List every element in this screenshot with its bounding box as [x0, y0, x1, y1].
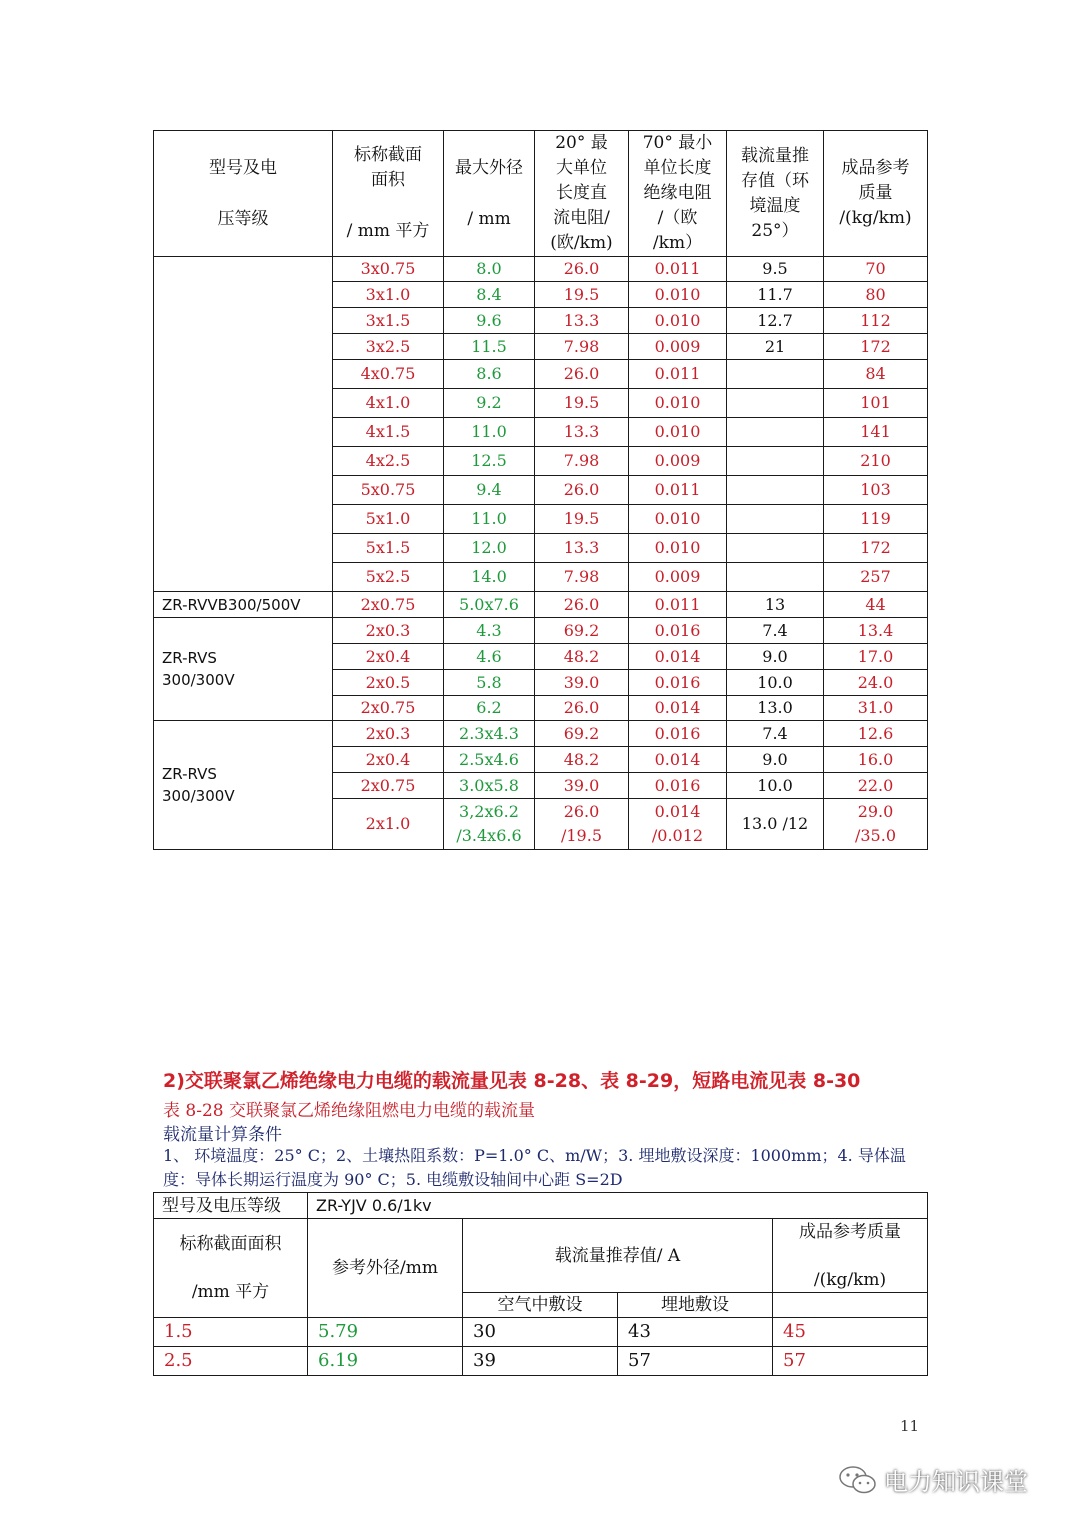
cell-diameter: 3.0x5.8 — [444, 773, 535, 799]
cell-weight: 16.0 — [824, 747, 928, 773]
cell-model: ZR-RVVB300/500V — [154, 592, 333, 618]
cell-dc-resistance: 7.98 — [535, 447, 629, 476]
cell-diameter: 4.6 — [444, 644, 535, 670]
cell-insulation: 0.011 — [629, 257, 727, 282]
cell-weight: 84 — [824, 360, 928, 389]
h-diameter: 参考外径/mm — [308, 1219, 463, 1318]
cell-section: 4x2.5 — [333, 447, 444, 476]
cell-diameter: 9.2 — [444, 389, 535, 418]
cell-section: 4x1.0 — [333, 389, 444, 418]
cell-section: 4x1.5 — [333, 418, 444, 447]
header-current: 载流量推 存值（环 境温度 25°） — [727, 131, 824, 257]
cell-dc-resistance: 7.98 — [535, 563, 629, 592]
cell-current — [727, 418, 824, 447]
cell-dc-resistance: 48.2 — [535, 747, 629, 773]
header-insulation: 70° 最小 单位长度 绝缘电阻 /（欧 /km） — [629, 131, 727, 257]
section-title: 2)交联聚氯乙烯绝缘电力电缆的载流量见表 8-28、表 8-29，短路电流见表 8-30 — [163, 1070, 861, 1092]
cell-diameter: 8.4 — [444, 282, 535, 308]
cell-diameter: 8.0 — [444, 257, 535, 282]
cell-diameter: 12.0 — [444, 534, 535, 563]
cell-dc-resistance: 26.0 /19.5 — [535, 799, 629, 850]
current-capacity-table — [153, 1192, 928, 1376]
cell-diameter: 11.0 — [444, 418, 535, 447]
cell-weight: 45 — [773, 1318, 928, 1347]
cell-diameter: 5.8 — [444, 670, 535, 696]
header-dc-resistance: 20° 最 大单位 长度直 流电阻/ (欧/km) — [535, 131, 629, 257]
cell-weight: 80 — [824, 282, 928, 308]
cell-insulation: 0.009 — [629, 447, 727, 476]
cell-model: ZR-RVS 300/300V — [154, 618, 333, 721]
cell-insulation: 0.014 — [629, 747, 727, 773]
h-air: 空气中敷设 — [463, 1293, 618, 1318]
cell-section: 2x0.4 — [333, 644, 444, 670]
cell-dc-resistance: 69.2 — [535, 721, 629, 747]
cell-section: 5x0.75 — [333, 476, 444, 505]
cell-diameter: 2.3x4.3 — [444, 721, 535, 747]
cable-spec-table — [153, 130, 928, 850]
model-row — [154, 1193, 928, 1219]
cell-insulation: 0.009 — [629, 334, 727, 360]
cell-dc-resistance: 7.98 — [535, 334, 629, 360]
header-row-1 — [154, 1219, 928, 1293]
cell-section: 5x1.5 — [333, 534, 444, 563]
cell-dc-resistance: 39.0 — [535, 670, 629, 696]
cell-current: 10.0 — [727, 670, 824, 696]
cell-insulation: 0.011 — [629, 360, 727, 389]
watermark — [838, 1462, 1028, 1497]
wechat-icon — [838, 1464, 878, 1496]
cell-current: 11.7 — [727, 282, 824, 308]
page-number: 11 — [900, 1417, 920, 1435]
h-current: 载流量推荐值/ A — [463, 1219, 773, 1293]
cell-weight: 119 — [824, 505, 928, 534]
cell-section: 5x1.0 — [333, 505, 444, 534]
h-section: 标称截面面积 /mm 平方 — [154, 1219, 308, 1318]
model-label: 型号及电压等级 — [154, 1193, 308, 1219]
cell-insulation: 0.010 — [629, 308, 727, 334]
cell-insulation: 0.010 — [629, 418, 727, 447]
cell-diameter: 6.2 — [444, 696, 535, 721]
cell-diameter: 9.4 — [444, 476, 535, 505]
cell-current: 9.0 — [727, 747, 824, 773]
cell-insulation: 0.010 — [629, 282, 727, 308]
cell-section: 2x0.3 — [333, 721, 444, 747]
cell-current: 13.0 — [727, 696, 824, 721]
cell-model — [154, 257, 333, 592]
cell-diameter: 6.19 — [308, 1347, 463, 1376]
cell-section: 3x0.75 — [333, 257, 444, 282]
cell-diameter: 12.5 — [444, 447, 535, 476]
table-row — [154, 257, 928, 282]
cell-weight: 210 — [824, 447, 928, 476]
cell-weight: 44 — [824, 592, 928, 618]
cell-weight: 31.0 — [824, 696, 928, 721]
cell-dc-resistance: 13.3 — [535, 308, 629, 334]
table-row — [154, 721, 928, 747]
cell-weight: 257 — [824, 563, 928, 592]
cell-diameter: 2.5x4.6 — [444, 747, 535, 773]
cell-diameter: 14.0 — [444, 563, 535, 592]
cell-current: 7.4 — [727, 721, 824, 747]
cell-section: 2x0.75 — [333, 773, 444, 799]
cell-section: 3x1.5 — [333, 308, 444, 334]
cell-insulation: 0.016 — [629, 618, 727, 644]
table-row — [154, 1318, 928, 1347]
cell-dc-resistance: 26.0 — [535, 257, 629, 282]
cell-weight: 12.6 — [824, 721, 928, 747]
header-section: 标称截面 面积 / mm 平方 — [333, 131, 444, 257]
cell-current — [727, 563, 824, 592]
cell-dc-resistance: 26.0 — [535, 360, 629, 389]
cell-insulation: 0.016 — [629, 773, 727, 799]
header-diameter: 最大外径 / mm — [444, 131, 535, 257]
cell-insulation: 0.010 — [629, 534, 727, 563]
cell-air: 39 — [463, 1347, 618, 1376]
cell-weight: 103 — [824, 476, 928, 505]
cell-section: 3x1.0 — [333, 282, 444, 308]
cell-current — [727, 360, 824, 389]
cell-insulation: 0.009 — [629, 563, 727, 592]
cell-dc-resistance: 13.3 — [535, 534, 629, 563]
cell-insulation: 0.011 — [629, 476, 727, 505]
cell-section: 2.5 — [154, 1347, 308, 1376]
cell-dc-resistance: 26.0 — [535, 592, 629, 618]
cell-insulation: 0.010 — [629, 505, 727, 534]
cell-current — [727, 447, 824, 476]
cell-section: 5x2.5 — [333, 563, 444, 592]
table-row — [154, 592, 928, 618]
cell-section: 2x0.4 — [333, 747, 444, 773]
cell-current: 10.0 — [727, 773, 824, 799]
cell-current: 21 — [727, 334, 824, 360]
cell-insulation: 0.016 — [629, 670, 727, 696]
cell-insulation: 0.014 — [629, 644, 727, 670]
cell-diameter: 5.0x7.6 — [444, 592, 535, 618]
cell-model: ZR-RVS 300/300V — [154, 721, 333, 850]
cell-insulation: 0.014 — [629, 696, 727, 721]
model-value: ZR-YJV 0.6/1kv — [308, 1193, 928, 1219]
table-row — [154, 618, 928, 644]
cell-dc-resistance: 19.5 — [535, 282, 629, 308]
cell-diameter: 11.5 — [444, 334, 535, 360]
cell-weight: 17.0 — [824, 644, 928, 670]
cell-dc-resistance: 69.2 — [535, 618, 629, 644]
cell-current — [727, 505, 824, 534]
cell-weight: 29.0 /35.0 — [824, 799, 928, 850]
header-model: 型号及电 压等级 — [154, 131, 333, 257]
table-row — [154, 1347, 928, 1376]
h-weight-blank — [773, 1293, 928, 1318]
cell-current: 13.0 /12 — [727, 799, 824, 850]
cell-weight: 13.4 — [824, 618, 928, 644]
cell-weight: 172 — [824, 534, 928, 563]
cell-dc-resistance: 26.0 — [535, 476, 629, 505]
cell-section: 3x2.5 — [333, 334, 444, 360]
header-row — [154, 131, 928, 257]
cell-current — [727, 389, 824, 418]
h-ground: 埋地敷设 — [618, 1293, 773, 1318]
cell-weight: 22.0 — [824, 773, 928, 799]
cell-ground: 43 — [618, 1318, 773, 1347]
cell-weight: 24.0 — [824, 670, 928, 696]
cell-dc-resistance: 13.3 — [535, 418, 629, 447]
cell-section: 2x0.3 — [333, 618, 444, 644]
cell-current: 7.4 — [727, 618, 824, 644]
table-caption: 表 8-28 交联聚氯乙烯绝缘阻燃电力电缆的载流量 — [163, 1101, 535, 1121]
cell-weight: 101 — [824, 389, 928, 418]
cell-current — [727, 476, 824, 505]
watermark-text: 电力知识课堂 — [884, 1468, 1028, 1496]
cell-dc-resistance: 39.0 — [535, 773, 629, 799]
cell-insulation: 0.010 — [629, 389, 727, 418]
cell-current: 9.5 — [727, 257, 824, 282]
cell-diameter: 11.0 — [444, 505, 535, 534]
cell-insulation: 0.014 /0.012 — [629, 799, 727, 850]
h-weight: 成品参考质量 /(kg/km) — [773, 1219, 928, 1293]
cell-ground: 57 — [618, 1347, 773, 1376]
cell-current: 13 — [727, 592, 824, 618]
header-weight: 成品参考 质量 /(kg/km) — [824, 131, 928, 257]
cell-insulation: 0.016 — [629, 721, 727, 747]
cell-diameter: 8.6 — [444, 360, 535, 389]
conditions-text: 1、 环境温度：25° C；2、土壤热阻系数：P=1.0° C、m/W；3. 埋地敷设深度：1000mm；4. 导体温度：导体长期运行温度为 90° C；5. 电缆敷设轴间中心距 S=2D — [163, 1146, 906, 1189]
cell-diameter: 9.6 — [444, 308, 535, 334]
cell-section: 4x0.75 — [333, 360, 444, 389]
cell-dc-resistance: 48.2 — [535, 644, 629, 670]
cell-dc-resistance: 19.5 — [535, 389, 629, 418]
cell-dc-resistance: 26.0 — [535, 696, 629, 721]
cell-current — [727, 534, 824, 563]
cell-section: 2x0.75 — [333, 592, 444, 618]
cell-section: 2x0.5 — [333, 670, 444, 696]
cell-weight: 172 — [824, 334, 928, 360]
cell-dc-resistance: 19.5 — [535, 505, 629, 534]
cell-current: 12.7 — [727, 308, 824, 334]
cell-section: 1.5 — [154, 1318, 308, 1347]
cell-diameter: 5.79 — [308, 1318, 463, 1347]
cell-weight: 141 — [824, 418, 928, 447]
cell-diameter: 4.3 — [444, 618, 535, 644]
cell-weight: 70 — [824, 257, 928, 282]
cell-current: 9.0 — [727, 644, 824, 670]
cell-section: 2x0.75 — [333, 696, 444, 721]
cell-section: 2x1.0 — [333, 799, 444, 850]
cell-weight: 112 — [824, 308, 928, 334]
conditions-label: 载流量计算条件 — [163, 1125, 282, 1145]
cell-diameter: 3,2x6.2 /3.4x6.6 — [444, 799, 535, 850]
cell-weight: 57 — [773, 1347, 928, 1376]
cell-insulation: 0.011 — [629, 592, 727, 618]
cell-air: 30 — [463, 1318, 618, 1347]
